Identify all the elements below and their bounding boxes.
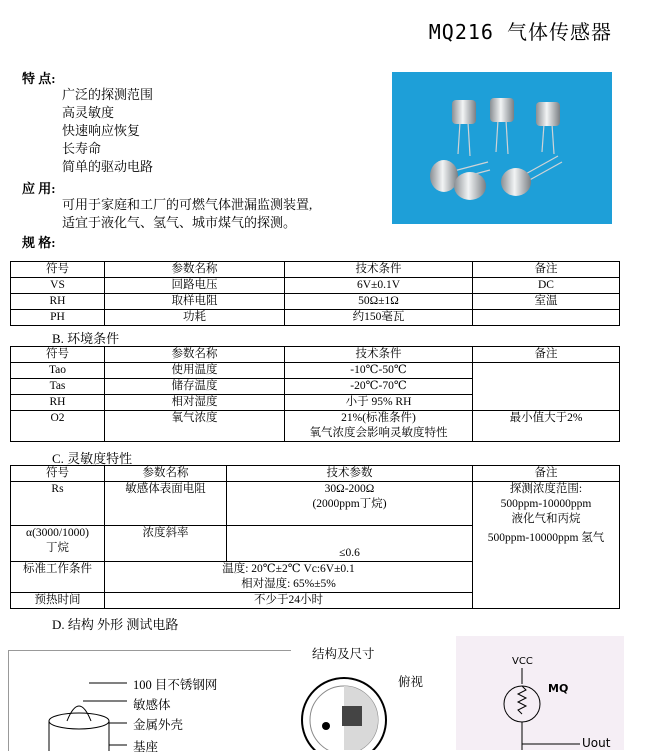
table-cell	[227, 482, 473, 526]
table-cell: PH	[11, 310, 105, 326]
spec-table-b	[10, 346, 620, 442]
top-view-graphic	[292, 660, 396, 750]
application-line: 适宜于液化气、氢气、城市煤气的探测。	[62, 215, 297, 230]
table-cell	[473, 363, 620, 411]
page-title: MQ216 气体传感器	[428, 20, 612, 44]
uout-label: Uout	[582, 736, 611, 750]
structure-diagram	[8, 650, 291, 754]
metal-shell-label: 金属外壳	[133, 718, 184, 732]
table-header-row	[11, 466, 620, 482]
alpha-symbol: α(3000/1000)	[26, 527, 89, 539]
product-photo	[392, 72, 612, 224]
table-cell: DC	[473, 278, 620, 294]
spec-heading: 规 格:	[22, 235, 56, 250]
table-row	[11, 482, 620, 526]
table-row	[11, 363, 620, 379]
section-c-heading: C. 灵敏度特性	[52, 451, 133, 466]
table-header: 参数名称	[105, 262, 285, 278]
std-humidity: 相对湿度: 65%±5%	[241, 578, 336, 590]
circuit-graphic	[456, 636, 624, 750]
table-cell: 使用温度	[105, 363, 285, 379]
rs-range: 30Ω-200Ω	[324, 483, 375, 495]
table-cell	[473, 482, 620, 609]
table-cell: 回路电压	[105, 278, 285, 294]
table-cell: -20℃-70℃	[285, 379, 473, 395]
table-header: 技术条件	[285, 262, 473, 278]
section-b-heading: B. 环境条件	[52, 331, 120, 346]
table-cell: 浓度斜率	[105, 526, 227, 562]
table-header-row	[11, 262, 620, 278]
table-cell: RH	[11, 395, 105, 411]
feature-item: 快速响应恢复	[62, 123, 141, 138]
alpha-gas: 丁烷	[46, 542, 69, 554]
table-cell: 标准工作条件	[11, 562, 105, 593]
table-cell: 储存温度	[105, 379, 285, 395]
top-view-label: 俯视	[398, 675, 424, 689]
base-label: 基座	[133, 740, 159, 754]
table-row	[11, 294, 620, 310]
table-cell: 小于 95% RH	[285, 395, 473, 411]
feature-item: 简单的驱动电路	[62, 159, 154, 174]
dimension-title: 结构及尺寸	[312, 647, 375, 661]
table-header: 符号	[11, 262, 105, 278]
sensor-photo-graphic	[392, 72, 612, 224]
table-row	[11, 310, 620, 326]
table-header: 技术条件	[285, 347, 473, 363]
table-header: 备注	[473, 466, 620, 482]
table-cell: 取样电阻	[105, 294, 285, 310]
table-header: 备注	[473, 347, 620, 363]
table-cell	[11, 526, 105, 562]
table-cell: 相对湿度	[105, 395, 285, 411]
std-condition: 温度: 20℃±2℃ Vc:6V±0.1	[222, 563, 355, 575]
table-cell	[285, 411, 473, 442]
application-line: 可用于家庭和工厂的可燃气体泄漏监测装置,	[62, 197, 313, 212]
remark-line: 500ppm-10000ppm	[500, 498, 592, 510]
table-cell: 50Ω±1Ω	[285, 294, 473, 310]
table-header: 符号	[11, 347, 105, 363]
table-cell	[227, 526, 473, 562]
table-header: 参数名称	[105, 347, 285, 363]
table-cell: Tas	[11, 379, 105, 395]
table-header: 符号	[11, 466, 105, 482]
vcc-label: VCC	[512, 656, 533, 667]
table-cell: 约150毫瓦	[285, 310, 473, 326]
table-cell: 不少于24小时	[105, 593, 473, 609]
features-list	[62, 86, 153, 176]
application-heading: 应 用:	[22, 181, 56, 196]
table-cell: VS	[11, 278, 105, 294]
table-cell: 敏感体表面电阻	[105, 482, 227, 526]
features-heading: 特 点:	[22, 71, 56, 86]
remark-line: 500ppm-10000ppm 氢气	[487, 532, 605, 544]
table-header-row	[11, 347, 620, 363]
table-cell: 预热时间	[11, 593, 105, 609]
mq-label: MQ	[548, 682, 569, 695]
remark-line: 液化气和丙烷	[511, 513, 581, 525]
table-cell: Rs	[11, 482, 105, 526]
table-cell	[105, 562, 473, 593]
spec-table-c	[10, 465, 620, 609]
sensing-body-label: 敏感体	[133, 698, 171, 712]
table-cell: 室温	[473, 294, 620, 310]
table-cell: RH	[11, 294, 105, 310]
table-cell: Tao	[11, 363, 105, 379]
table-cell: 氧气浓度	[105, 411, 285, 442]
table-cell	[473, 310, 620, 326]
feature-item: 高灵敏度	[62, 105, 115, 120]
table-cell: 6V±0.1V	[285, 278, 473, 294]
application-text	[62, 196, 312, 232]
spec-table-a	[10, 261, 620, 326]
feature-item: 广泛的探测范围	[62, 87, 154, 102]
table-cell: O2	[11, 411, 105, 442]
table-cell: 功耗	[105, 310, 285, 326]
feature-item: 长寿命	[62, 141, 102, 156]
test-circuit	[456, 636, 624, 750]
o2-note: 氧气浓度会影响灵敏度特性	[309, 427, 448, 439]
table-header: 备注	[473, 262, 620, 278]
table-row	[11, 411, 620, 442]
table-header: 参数名称	[105, 466, 227, 482]
rs-condition: (2000ppm丁烷)	[312, 498, 387, 510]
remark-line: 探测浓度范围:	[509, 483, 583, 495]
section-d-heading: D. 结构 外形 测试电路	[52, 617, 179, 632]
alpha-value: ≤0.6	[339, 547, 360, 559]
table-cell: -10℃-50℃	[285, 363, 473, 379]
mesh-label: 100 目不锈钢网	[133, 678, 218, 692]
o2-value: 21%(标准条件)	[341, 412, 416, 424]
table-header: 技术参数	[227, 466, 473, 482]
table-cell: 最小值大于2%	[473, 411, 620, 442]
table-row	[11, 278, 620, 294]
